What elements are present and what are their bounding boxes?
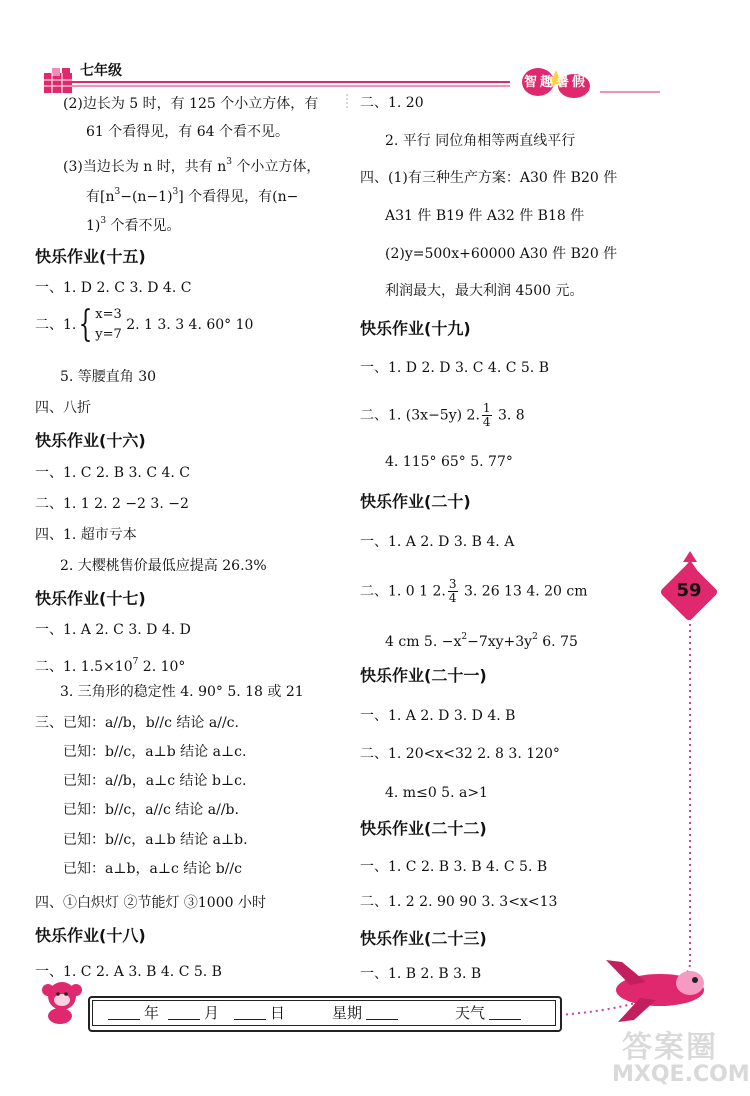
- answer-line: 四、八折: [35, 400, 91, 416]
- answer-line: 二、1. 2 2. 90 90 3. 3<x<13: [360, 894, 558, 910]
- answer-line: (2)边长为 5 时，有 125 个小立方体，有: [63, 96, 319, 112]
- answer-line: 二、1. 1 2. 2 −2 3. −2: [35, 496, 189, 512]
- brace-icon: {: [78, 304, 93, 345]
- answer-line: 二、1. $1.5\times 10^7$ 2. 10°: [35, 657, 186, 675]
- section-title: 快乐作业(十六): [35, 431, 146, 450]
- section-title: 快乐作业(二十二): [360, 819, 487, 838]
- answer-line: 3. 三角形的稳定性 4. 90° 5. 18 或 21: [60, 684, 304, 700]
- date-month: 月: [164, 1002, 219, 1023]
- grade-label: 七年级: [80, 63, 122, 79]
- answer-line: 2. 平行 同位角相等两直线平行: [385, 133, 576, 149]
- answer-line: 一、1. C 2. A 3. B 4. C 5. B: [35, 964, 222, 980]
- answer-line: 4. m≤0 5. a>1: [385, 785, 488, 801]
- section-title: 快乐作业(十七): [35, 589, 146, 608]
- section-title: 快乐作业(十八): [35, 926, 146, 945]
- answer-line: 2. 大樱桃售价最低应提高 26.3%: [60, 558, 267, 574]
- answer-line: 一、1. C 2. B 3. B 4. C 5. B: [360, 859, 548, 875]
- answer-line: 5. 等腰直角 30: [60, 369, 157, 385]
- answer-line: 一、1. A 2. D 3. D 4. B: [360, 708, 516, 724]
- answer-line: 61 个看得见，有 64 个看不见。: [86, 124, 289, 140]
- date-weekday: 星期: [332, 1002, 402, 1023]
- answer-line: 1)$^3$ 个看不见。: [86, 216, 181, 234]
- date-year: 年: [104, 1002, 159, 1023]
- date-weather: 天气: [455, 1002, 525, 1023]
- watermark-url: MXQE.COM: [612, 1062, 750, 1087]
- fraction: $\frac{3}{4}$: [448, 577, 457, 605]
- section-title: 快乐作业(二十): [360, 492, 471, 511]
- answer-line: 已知：b//c，a⊥b 结论 a⊥c.: [63, 744, 247, 760]
- answer-line: 一、1. A 2. D 3. B 4. A: [360, 534, 515, 550]
- answer-line: 四、1. 超市亏本: [35, 527, 137, 543]
- section-title: 快乐作业(十五): [35, 247, 146, 266]
- answer-line: 4 cm 5. $-x^2-7xy+3y^2$ 6. 75: [385, 632, 578, 650]
- answer-line: 二、1. 20<x<32 2. 8 3. 120°: [360, 746, 560, 762]
- answer-line: (2)y=500x+60000 A30 件 B20 件: [385, 246, 618, 262]
- date-day: 日: [230, 1002, 285, 1023]
- monkey-mascot-icon: [42, 982, 82, 1024]
- fraction: $\frac{1}{4}$: [482, 401, 491, 429]
- answer-line: 一、1. D 2. D 3. C 4. C 5. B: [360, 360, 549, 376]
- section-title: 快乐作业(二十三): [360, 929, 487, 948]
- watermark-logo-text: 答案圈: [622, 1030, 718, 1065]
- answer-line: 二、1. 20: [360, 95, 424, 111]
- answer-line: A31 件 B19 件 A32 件 B18 件: [385, 208, 585, 224]
- answer-line: 一、1. C 2. B 3. C 4. C: [35, 465, 191, 481]
- answer-line: 已知：b//c，a//c 结论 a//b.: [63, 802, 239, 818]
- answer-line: 4. 115° 65° 5. 77°: [385, 454, 513, 470]
- equation-system: x=3 y=7: [95, 307, 122, 342]
- answer-line: 已知：b//c，a⊥b 结论 a⊥b.: [63, 832, 248, 848]
- section-title: 快乐作业(十九): [360, 319, 471, 338]
- brand-logo-text: 智趣暑假: [524, 75, 589, 90]
- answer-line: 三、已知：a//b，b//c 结论 a//c.: [35, 715, 239, 731]
- answer-line: 一、1. D 2. C 3. D 4. C: [35, 280, 192, 296]
- page-number: 59: [676, 580, 702, 601]
- answer-line: 二、1.{ x=3 y=7 2. 1 3. 3 4. 60° 10: [35, 304, 254, 345]
- airplane-icon: [606, 960, 704, 1022]
- answer-line: (3)当边长为 n 时，共有 $n^3$ 个小立方体，: [63, 157, 321, 175]
- answer-line: 已知：a//b，a⊥c 结论 b⊥c.: [63, 773, 247, 789]
- answer-line: 有$[n^3-(n-1)^3]$ 个看得见，有(n−: [86, 187, 299, 205]
- answer-line: 利润最大，最大利润 4500 元。: [385, 283, 584, 299]
- answer-line: 四、(1)有三种生产方案：A30 件 B20 件: [360, 170, 618, 186]
- answer-line: 二、1. 0 1 2. $\frac{3}{4}$ 3. 26 13 4. 20 cm: [360, 577, 588, 605]
- answer-line: 一、1. A 2. C 3. D 4. D: [35, 622, 191, 638]
- answer-line: 一、1. B 2. B 3. B: [360, 966, 482, 982]
- answer-line: 二、1. (3x−5y) 2. $\frac{1}{4}$ 3. 8: [360, 401, 525, 429]
- section-title: 快乐作业(二十一): [360, 666, 487, 685]
- answer-line: 四、①白炽灯 ②节能灯 ③1000 小时: [35, 895, 266, 911]
- answer-line: 已知：a⊥b，a⊥c 结论 b//c: [63, 861, 242, 877]
